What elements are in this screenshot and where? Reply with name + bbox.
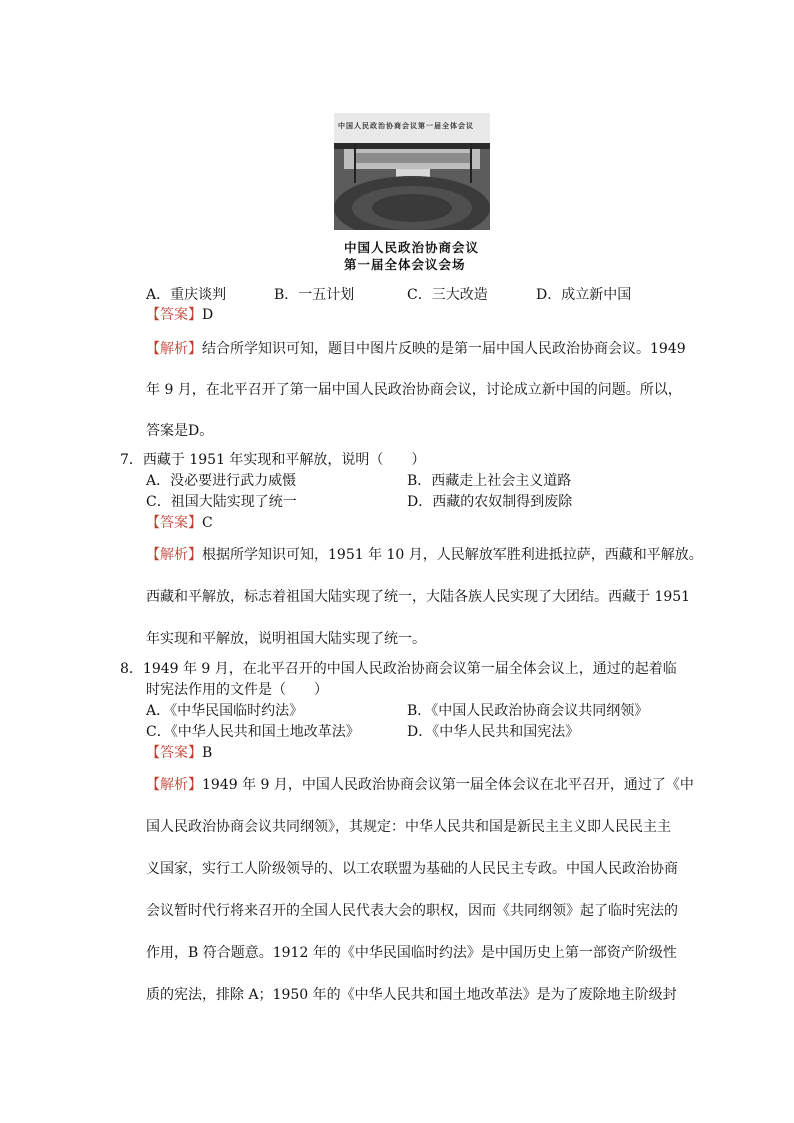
q7-answer-value: C: [202, 515, 213, 531]
q8-analysis-line-4: 会议暂时代行将来召开的全国人民代表大会的职权，因而《共同纲领》起了临时宪法的: [146, 903, 678, 919]
q6-option-b: B．一五计划: [274, 287, 355, 303]
q6-analysis-line-1: 【解析】结合所学知识可知，题目中图片反映的是第一届中国人民政治协商会议。1949: [146, 341, 686, 357]
analysis-tag: 【解析】: [146, 547, 202, 563]
q7-option-c: C．祖国大陆实现了统一: [146, 494, 297, 510]
q7-option-a: A．没必要进行武力威慑: [146, 473, 297, 489]
q7-option-b: B．西藏走上社会主义道路: [407, 473, 572, 489]
answer-tag: 【答案】: [146, 515, 202, 531]
q8-analysis-line-3: 义国家，实行工人阶级领导的、以工农联盟为基础的人民民主专政。中国人民政治协商: [146, 861, 678, 877]
q8-analysis-line-5: 作用，B 符合题意。1912 年的《中华民国临时约法》是中国历史上第一部资产阶级性: [146, 945, 677, 961]
q8-answer-value: B: [202, 745, 213, 761]
q7-stem: 7．西藏于 1951 年实现和平解放，说明（ ）: [120, 452, 426, 468]
q6-option-c: C．三大改造: [407, 287, 488, 303]
q8-option-c: C．《中华人民共和国土地改革法》: [146, 724, 360, 740]
q6-option-a: A．重庆谈判: [146, 287, 227, 303]
q8-analysis-line-1: 【解析】1949 年 9 月，中国人民政治协商会议第一届全体会议在北平召开，通过了《中: [146, 777, 694, 793]
q6-answer: [146, 306, 213, 324]
answer-tag: 【答案】: [146, 307, 202, 323]
q8-option-a: A．《中华民国临时约法》: [146, 703, 304, 719]
q8-option-b: B．《中国人民政治协商会议共同纲领》: [407, 703, 649, 719]
q7-option-d: D．西藏的农奴制得到废除: [407, 494, 573, 510]
q7-analysis-line-2: 西藏和平解放，标志着祖国大陆实现了统一，大陆各族人民实现了大团结。西藏于 1951: [146, 589, 691, 605]
analysis-tag: 【解析】: [146, 341, 202, 357]
q7-analysis-line-3: 年实现和平解放，说明祖国大陆实现了统一。: [146, 631, 426, 647]
answer-tag: 【答案】: [146, 745, 202, 761]
analysis-tag: 【解析】: [146, 777, 202, 793]
q8-analysis-line-2: 国人民政治协商会议共同纲领》，其规定：中华人民共和国是新民主主义即人民民主主: [146, 819, 671, 835]
q6-option-d: D．成立新中国: [536, 287, 632, 303]
photo-banner-text: 中国人民政治协商会议第一届全体会议: [338, 121, 474, 130]
q7-analysis-line-1: 【解析】根据所学知识可知，1951 年 10 月，人民解放军胜利进抵拉萨，西藏和平解放。: [146, 547, 703, 563]
q8-option-d: D．《中华人民共和国宪法》: [407, 724, 580, 740]
q6-answer-value: D: [202, 307, 214, 323]
q8-answer: [146, 744, 212, 762]
meeting-photo: [334, 113, 490, 230]
figure-caption-line2: 第一届全体会议会场: [344, 257, 466, 272]
q6-analysis-line-2: 年 9 月，在北平召开了第一届中国人民政治协商会议，讨论成立新中国的问题。所以，: [146, 382, 682, 398]
q8-stem-line-2: 时宪法作用的文件是（ ）: [146, 682, 328, 698]
q8-analysis-line-6: 质的宪法，排除 A；1950 年的《中华人民共和国土地改革法》是为了废除地主阶级封: [146, 987, 677, 1003]
q8-stem-line-1: 8．1949 年 9 月，在北平召开的中国人民政治协商会议第一届全体会议上，通过的起着临: [120, 661, 677, 677]
q6-analysis-line-3: 答案是D。: [146, 423, 214, 439]
q7-answer: [146, 514, 213, 532]
figure-caption-line1: 中国人民政治协商会议: [344, 240, 480, 255]
